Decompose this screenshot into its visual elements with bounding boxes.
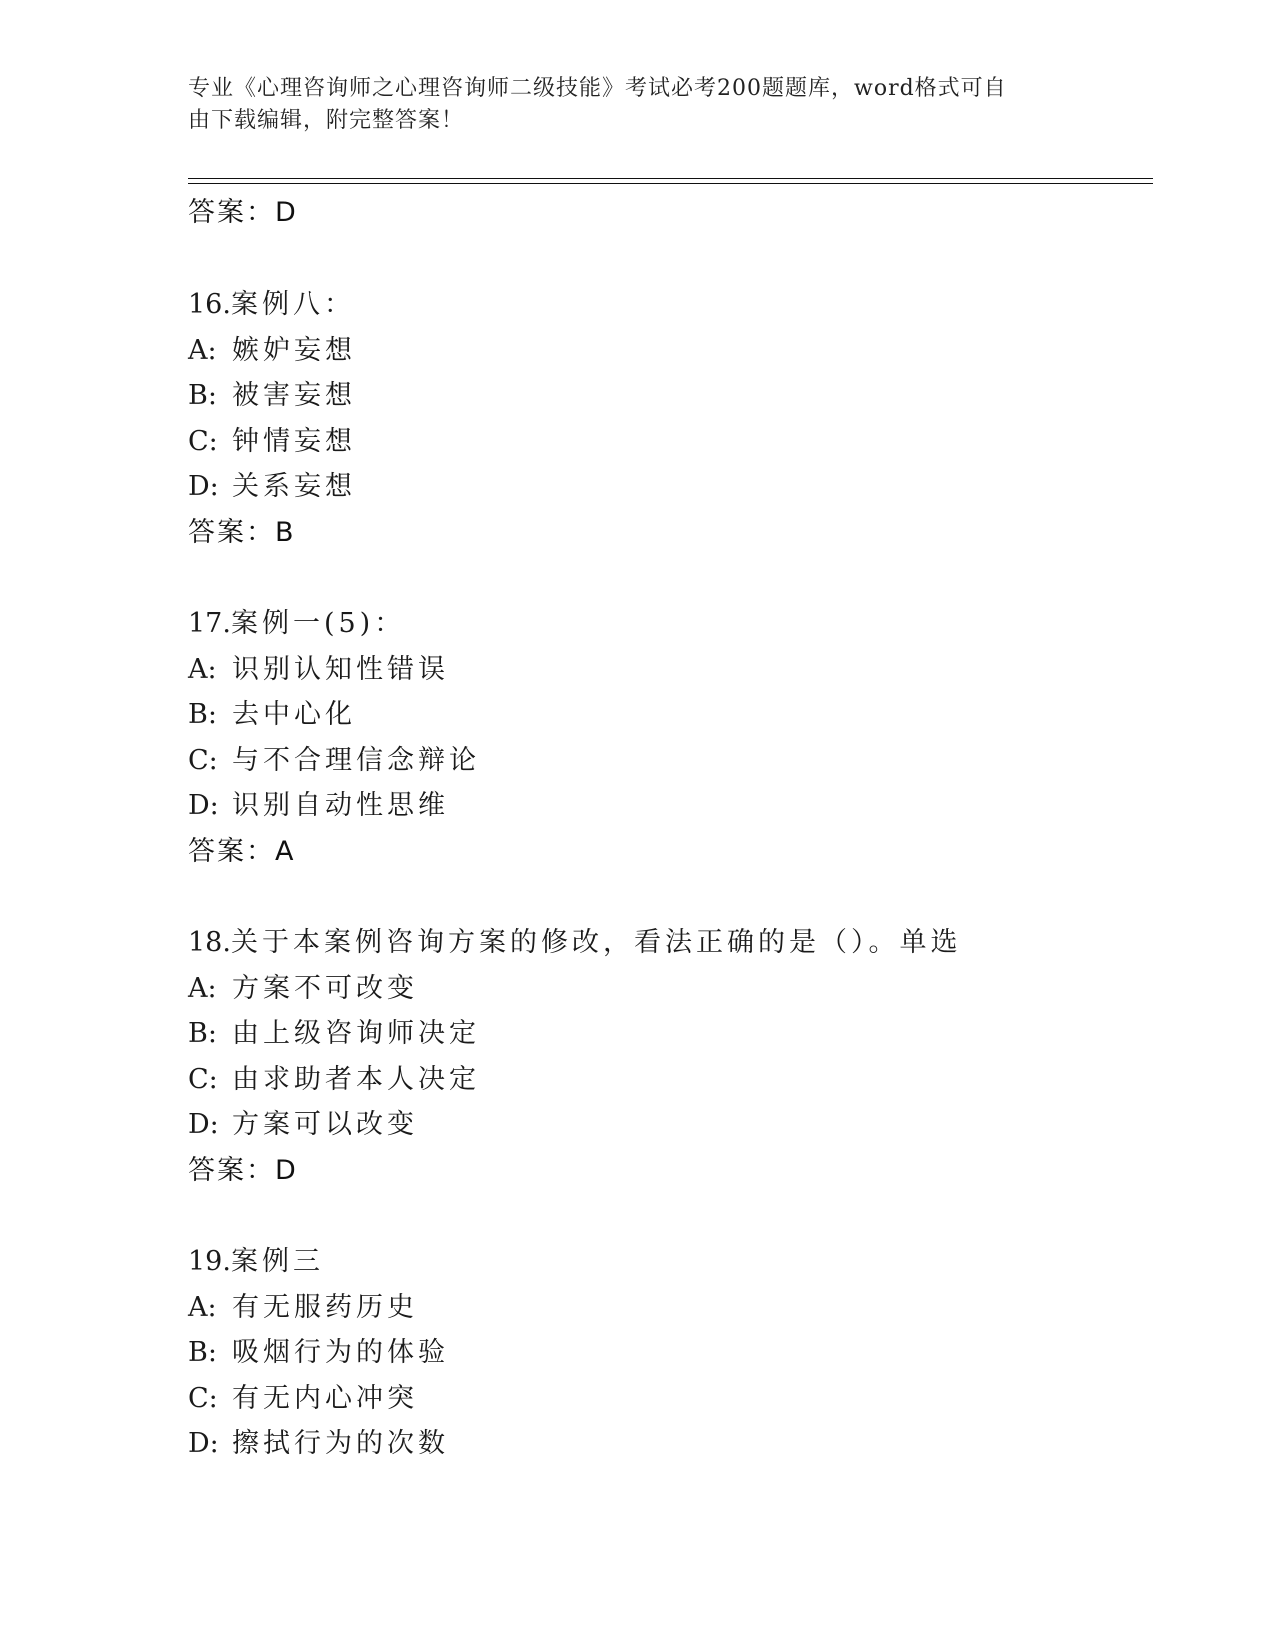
option-text: 识别认知性错误 xyxy=(232,653,449,685)
option-letter: A: xyxy=(188,972,217,1004)
header-divider-bottom xyxy=(188,183,1153,184)
answer-line: 答案：A xyxy=(188,835,296,867)
option-d xyxy=(188,1421,1148,1467)
answer-line: 答案：B xyxy=(188,516,296,548)
header-line-2: 由下载编辑，附完整答案！ xyxy=(188,108,465,133)
option-letter: C: xyxy=(188,744,218,776)
option-c xyxy=(188,1376,1148,1422)
question-text: 关于本案例咨询方案的修改，看法正确的是（）。单选 xyxy=(230,927,962,958)
option-text: 关系妄想 xyxy=(232,471,356,502)
question-item xyxy=(188,1239,1148,1467)
option-letter: C: xyxy=(188,1382,218,1414)
option-c xyxy=(188,1057,1148,1103)
option-b xyxy=(188,692,1148,738)
question-stem xyxy=(188,282,1148,328)
option-text: 方案可以改变 xyxy=(232,1109,418,1140)
option-letter: B: xyxy=(188,380,217,411)
option-c xyxy=(188,419,1148,465)
option-letter: C: xyxy=(188,1063,218,1095)
answer-line: 答案：D xyxy=(188,1154,298,1186)
option-text: 与不合理信念辩论 xyxy=(232,744,480,776)
document-header xyxy=(188,73,1068,137)
option-letter: B: xyxy=(188,1337,217,1368)
option-letter: D: xyxy=(188,471,219,502)
question-text: 案例三 xyxy=(230,1246,324,1277)
option-d xyxy=(188,783,1148,829)
option-letter: D: xyxy=(188,1428,219,1459)
option-text: 方案不可改变 xyxy=(232,972,418,1004)
option-b xyxy=(188,1011,1148,1057)
question-number: 19. xyxy=(188,1246,231,1277)
option-a xyxy=(188,647,1148,693)
question-item xyxy=(188,282,1148,555)
option-a xyxy=(188,1285,1148,1331)
option-text: 识别自动性思维 xyxy=(232,790,449,821)
question-item xyxy=(188,920,1148,1193)
option-text: 被害妄想 xyxy=(232,380,356,411)
option-letter: D: xyxy=(188,790,219,821)
option-letter: C: xyxy=(188,425,218,457)
option-text: 去中心化 xyxy=(232,699,356,730)
option-a xyxy=(188,328,1148,374)
option-text: 钟情妄想 xyxy=(232,425,356,457)
question-text: 案例一(5)： xyxy=(230,608,406,639)
option-text: 擦拭行为的次数 xyxy=(232,1428,449,1459)
option-text: 由上级咨询师决定 xyxy=(232,1018,480,1049)
question-list xyxy=(188,282,1148,1513)
answer-line: 答案：D xyxy=(188,197,298,228)
option-a xyxy=(188,966,1148,1012)
option-c xyxy=(188,738,1148,784)
question-item xyxy=(188,601,1148,874)
option-b xyxy=(188,1330,1148,1376)
option-letter: A: xyxy=(188,334,217,366)
question-stem xyxy=(188,920,1148,966)
option-d xyxy=(188,1102,1148,1148)
option-text: 嫉妒妄想 xyxy=(232,334,356,366)
option-text: 有无服药历史 xyxy=(232,1291,418,1323)
question-stem xyxy=(188,601,1148,647)
question-stem xyxy=(188,1239,1148,1285)
question-number: 16. xyxy=(188,289,231,320)
option-text: 有无内心冲突 xyxy=(232,1382,418,1414)
option-letter: B: xyxy=(188,699,217,730)
header-divider-top xyxy=(188,178,1153,179)
option-letter: B: xyxy=(188,1018,217,1049)
option-d xyxy=(188,464,1148,510)
question-text: 案例八： xyxy=(230,289,355,320)
header-line-1: 专业《心理咨询师之心理咨询师二级技能》考试必考200题题库，word格式可自 xyxy=(188,76,1007,101)
option-b xyxy=(188,373,1148,419)
option-text: 吸烟行为的体验 xyxy=(232,1337,449,1368)
option-text: 由求助者本人决定 xyxy=(232,1063,480,1095)
question-number: 18. xyxy=(188,927,231,958)
question-number: 17. xyxy=(188,608,231,639)
option-letter: A: xyxy=(188,653,217,685)
option-letter: D: xyxy=(188,1109,219,1140)
option-letter: A: xyxy=(188,1291,217,1323)
